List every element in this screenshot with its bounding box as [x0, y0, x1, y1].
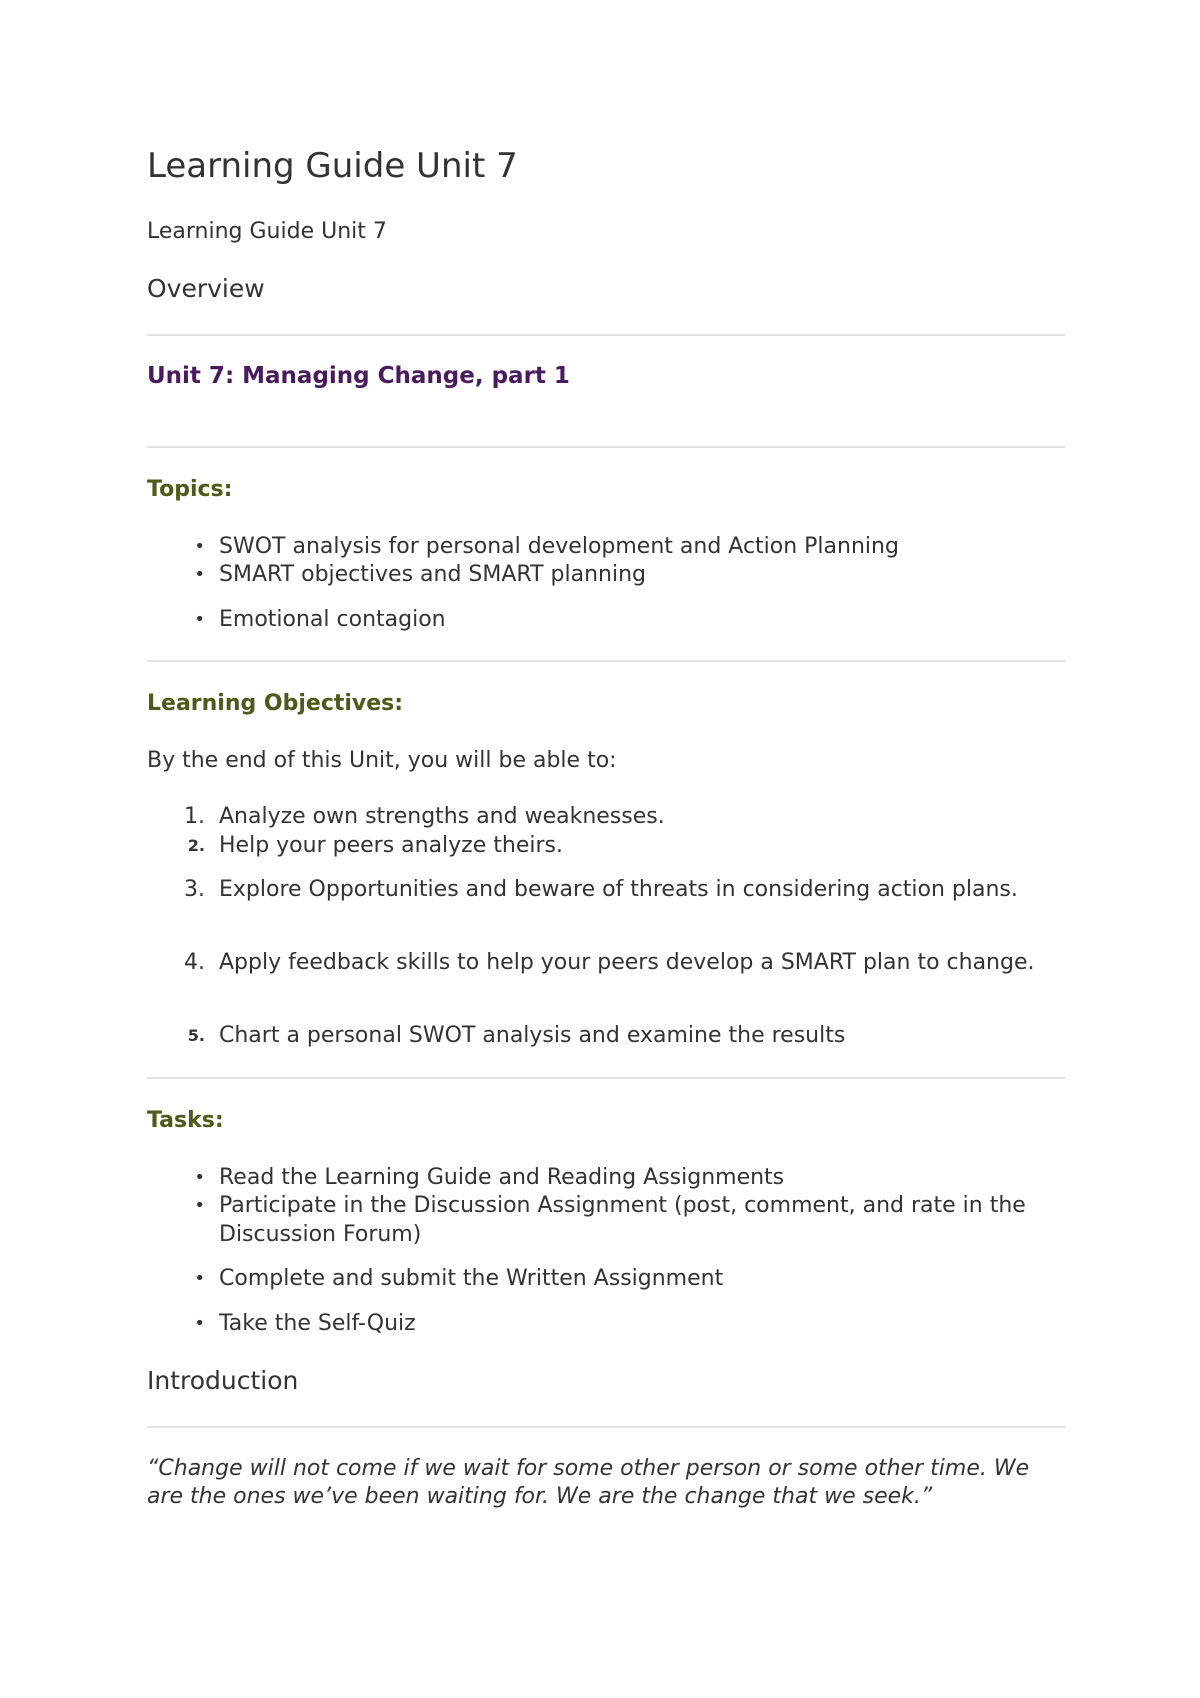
introduction-heading: Introduction: [147, 1366, 299, 1395]
intro-quote: “Change will not come if we wait for some other person or some other time. We are the ones we’ve been waiting for. We are the change that we seek.”: [147, 1456, 1030, 1509]
list-item: [147, 1191, 1065, 1249]
learning-objectives-heading: Learning Objectives:: [147, 691, 404, 716]
list-number: 2.: [187, 836, 205, 855]
list-item-text: Participate in the Discussion Assignment (post, comment, and rate in the Discussion Forum): [219, 1193, 1026, 1247]
list-item: [147, 1309, 1065, 1338]
list-item: [147, 560, 1065, 589]
list-number: 3.: [184, 877, 205, 902]
list-item-text: Read the Learning Guide and Reading Assignments: [219, 1165, 785, 1190]
divider: [147, 660, 1065, 662]
list-item: [147, 948, 1065, 977]
document-subtitle: Learning Guide Unit 7: [147, 219, 387, 244]
list-item-text: Complete and submit the Written Assignment: [219, 1266, 724, 1291]
divider: [147, 1426, 1065, 1428]
list-item: [147, 605, 1065, 634]
divider: [147, 1077, 1065, 1079]
divider: [147, 446, 1065, 448]
document-title: Learning Guide Unit 7: [147, 146, 518, 186]
bullet-icon: •: [194, 609, 205, 630]
bullet-icon: •: [194, 1167, 205, 1188]
divider: [147, 334, 1065, 336]
list-item: [147, 1021, 1065, 1050]
list-item: [147, 1163, 1065, 1192]
list-item-text: Analyze own strengths and weaknesses.: [219, 804, 665, 829]
list-item-text: Take the Self-Quiz: [219, 1311, 416, 1336]
list-item-text: Apply feedback skills to help your peers develop a SMART plan to change.: [219, 950, 1035, 975]
list-item: [147, 875, 1065, 904]
list-number: 4.: [184, 950, 205, 975]
list-number: 1.: [184, 804, 205, 829]
list-item: [147, 831, 1065, 860]
list-item-text: SMART objectives and SMART planning: [219, 562, 646, 587]
list-item-text: Explore Opportunities and beware of threats in considering action plans.: [219, 877, 1018, 902]
unit-title: Unit 7: Managing Change, part 1: [147, 363, 570, 389]
list-item: [147, 532, 1065, 561]
list-item-text: SWOT analysis for personal development and Action Planning: [219, 534, 899, 559]
bullet-icon: •: [194, 1268, 205, 1289]
bullet-icon: •: [194, 564, 205, 585]
bullet-icon: •: [194, 536, 205, 557]
list-item: [147, 1264, 1065, 1293]
tasks-heading: Tasks:: [147, 1108, 224, 1133]
objectives-intro: By the end of this Unit, you will be able to:: [147, 748, 617, 773]
list-item-text: Emotional contagion: [219, 607, 446, 632]
list-number: 5.: [187, 1026, 205, 1045]
bullet-icon: •: [194, 1313, 205, 1334]
bullet-icon: •: [194, 1195, 205, 1216]
list-item: [147, 802, 1065, 831]
list-item-text: Help your peers analyze theirs.: [219, 833, 563, 858]
list-item-text: Chart a personal SWOT analysis and examine the results: [219, 1023, 846, 1048]
overview-heading: Overview: [147, 274, 265, 303]
topics-heading: Topics:: [147, 477, 233, 502]
